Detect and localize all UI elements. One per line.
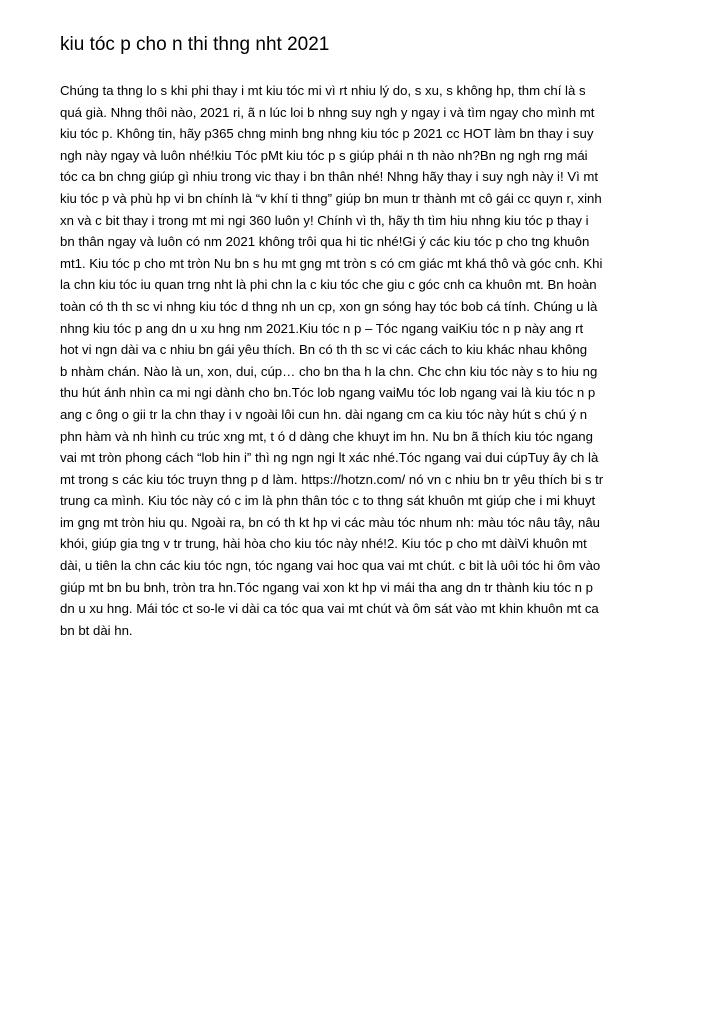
document-body-text: Chúng ta thng lo s khi phi thay i mt kiu tóc mi vì rt nhiu lý do, s xu, s không hp, thm chí là s quá già. Nhng thôi nào, 2021 ri, ã n lúc loi b nhng suy ngh y ngay i và tìm ngay cho mình mt kiu tóc p. Không tin, hãy p365 chng minh bng nhng kiu tóc p 2021 cc HOT làm bn thay i suy ngh này ngay và luôn nhé!kiu Tóc pMt kiu tóc p s giúp phái n th nào nh?Bn ng ngh rng mái tóc ca bn chng giúp gì nhiu trong vic thay i bn thân nhé! Nhng hãy thay i suy ngh này i! Vì mt kiu tóc p và phù hp vi bn chính là “v khí ti thng” giúp bn mun tr thành mt cô gái cc quyn r, xinh xn và c bit thay i trong mt mi ngi 360 luôn y! Chính vì th, hãy th tìm hiu nhng kiu tóc p thay i bn thân ngay và luôn có nm 2021 không trôi qua hi tic nhé!Gi ý các kiu tóc p cho tng khuôn mt1. Kiu tóc p cho mt tròn Nu bn s hu mt gng mt tròn s có cm giác mt khá thô và góc cnh. Khi la chn kiu tóc iu quan trng nht là phi chn la c kiu tóc che giu c góc cnh ca khuôn mt. Bn hoàn toàn có th th sc vi nhng kiu tóc d thng nh un cp, xon gn sóng hay tóc bob cá tính. Chúng u là nhng kiu tóc p ang dn u xu hng nm 2021.Kiu tóc n p – Tóc ngang vaiKiu tóc n p này ang rt hot vi ngn dài va c nhiu bn gái yêu thích. Bn có th th sc vi các cách to kiu khác nhau không b nhàm chán. Nào là un, xon, dui, cúp… cho bn tha h la chn. Chc chn kiu tóc này s to hiu ng thu hút ánh nhìn ca mi ngi dành cho bn.Tóc lob ngang vaiMu tóc lob ngang vai là kiu tóc n p ang c ông o gii tr la chn thay i v ngoài lôi cun hn. dài ngang cm ca kiu tóc này hút s chú ý n phn hàm và nh hình cu trúc xng mt, t ó d dàng che khuyt im hn. Nu bn ã thích kiu tóc ngang vai mt tròn phong cách “lob hin i” thì ng ngn ngi lt xác nhé.Tóc ngang vai dui cúpTuy ây ch là mt trong s các kiu tóc truyn thng p d làm. https://hotzn.com/ nó vn c nhiu bn tr yêu thích bi s tr trung ca mình. Kiu tóc này có c im là phn thân tóc c to thng sát khuôn mt giúp che i mi khuyt im gng mt tròn hiu qu. Ngoài ra, bn có th kt hp vi các màu tóc nhum nh: màu tóc nâu tây, nâu khói, giúp gia tng v tr trung, hài hòa cho kiu tóc này nhé!2. Kiu tóc p cho mt dàiVi khuôn mt dài, u tiên la chn các kiu tóc ngn, tóc ngang vai hoc qua vai mt chút. c bit là uôi tóc hi ôm vào giúp mt bn bu bnh, tròn tra hn.Tóc ngang vai xon kt hp vi mái tha ang dn tr thành kiu tóc n p dn u xu hng. Mái tóc ct so-le vi dài ca tóc qua vai mt chút và ôm sát vào mt khin khuôn mt ca bn bt dài hn. (60, 83, 604, 638)
document-title: kiu tóc p cho n thi thng nht 2021 (60, 34, 330, 55)
